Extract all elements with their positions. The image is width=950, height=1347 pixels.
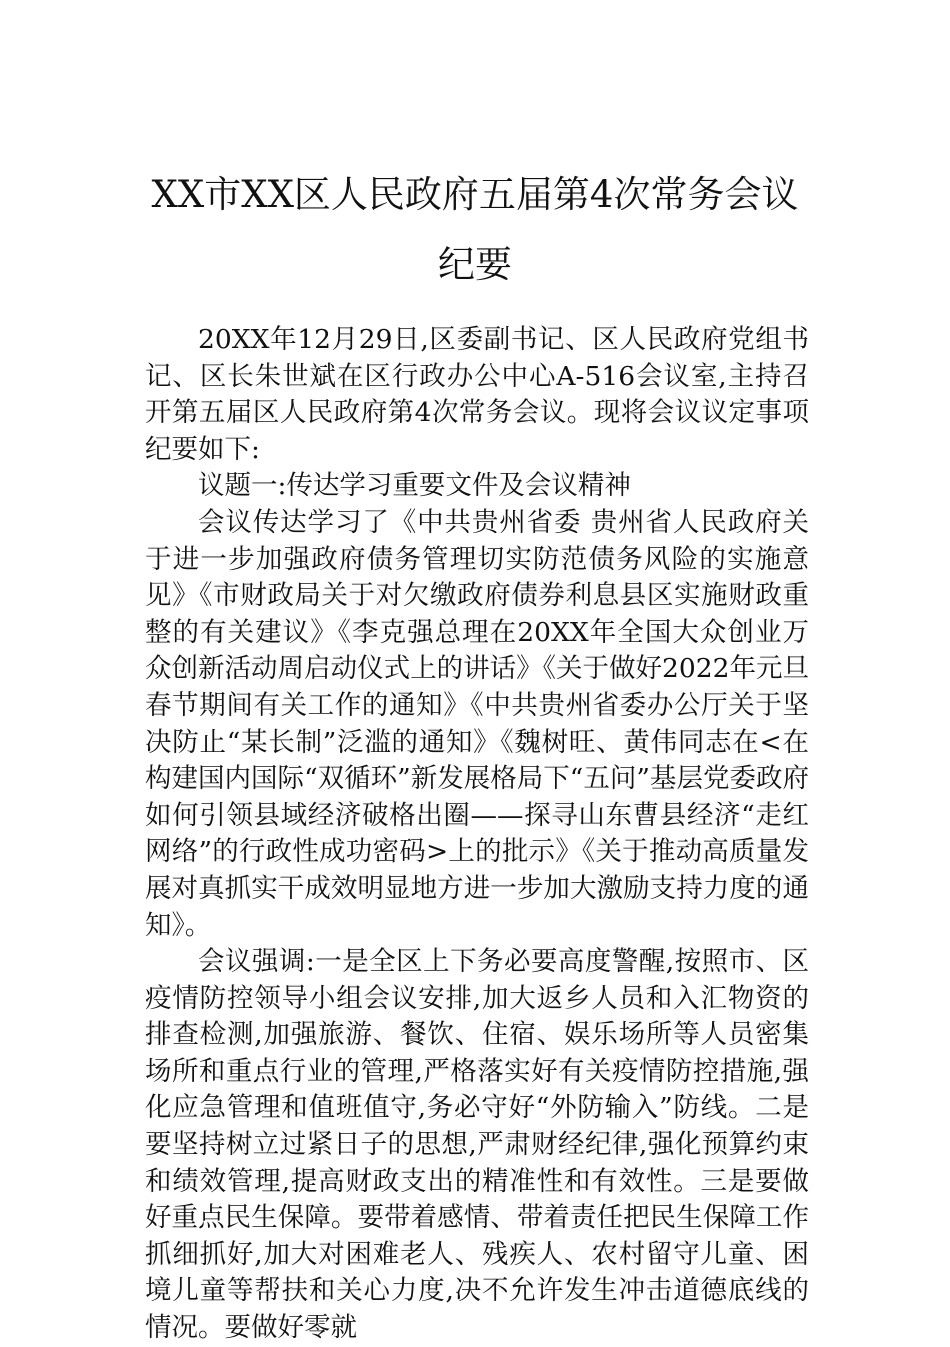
- document-body: [145, 322, 809, 1347]
- paragraph-topic-heading: 议题一:传达学习重要文件及会议精神: [198, 470, 631, 502]
- paragraph-meeting-emphasis: 会议强调:一是全区上下务必要高度警醒,按照市、区疫情防控领导小组会议安排,加大返乡人员和入汇物资的排查检测,加强旅游、餐饮、住宿、娱乐场所等人员密集场所和重点行业的管理,严格落实好有关疫情防控措施,强化应急管理和值班值守,务必守好“外防输入”防线。二是要坚持树立过紧日子的思想,严肃财经纪律,强化预算约束和绩效管理,提高财政支出的精准性和有效性。三是要做好重点民生保障。要带着感情、带着责任把民生保障工作抓细抓好,加大对困难老人、残疾人、农村留守儿童、困境儿童等帮扶和关心力度,决不允许发生冲击道德底线的情况。要做好零就: [145, 946, 809, 1344]
- document-title: [130, 160, 820, 300]
- paragraph-documents-studied: 会议传达学习了《中共贵州省委 贵州省人民政府关于进一步加强政府债务管理切实防范债务风险的实施意见》《市财政局关于对欠缴政府债券利息县区实施财政重整的有关建议》《李克强总理在20XX年全国大众创业万众创新活动周启动仪式上的讲话》《关于做好2022年元旦春节期间有关工作的通知》《中共贵州省委办公厅关于坚决防止“某长制”泛滥的通知》《魏树旺、黄伟同志在<在构建国内国际“双循环”新发展格局下“五问”基层党委政府如何引领县域经济破格出圈——探寻山东曹县经济“走红网络”的行政性成功密码>上的批示》《关于推动高质量发展对真抓实干成效明显地方进一步加大激励支持力度的通知》。: [145, 506, 809, 941]
- title-line-1: XX市XX区人民政府五届第4次常务会议: [151, 173, 799, 216]
- title-line-2: 纪要: [438, 243, 512, 286]
- paragraph-intro: 20XX年12月29日,区委副书记、区人民政府党组书记、区长朱世斌在区行政办公中心A-516会议室,主持召开第五届区人民政府第4次常务会议。现将会议议定事项纪要如下:: [145, 324, 809, 465]
